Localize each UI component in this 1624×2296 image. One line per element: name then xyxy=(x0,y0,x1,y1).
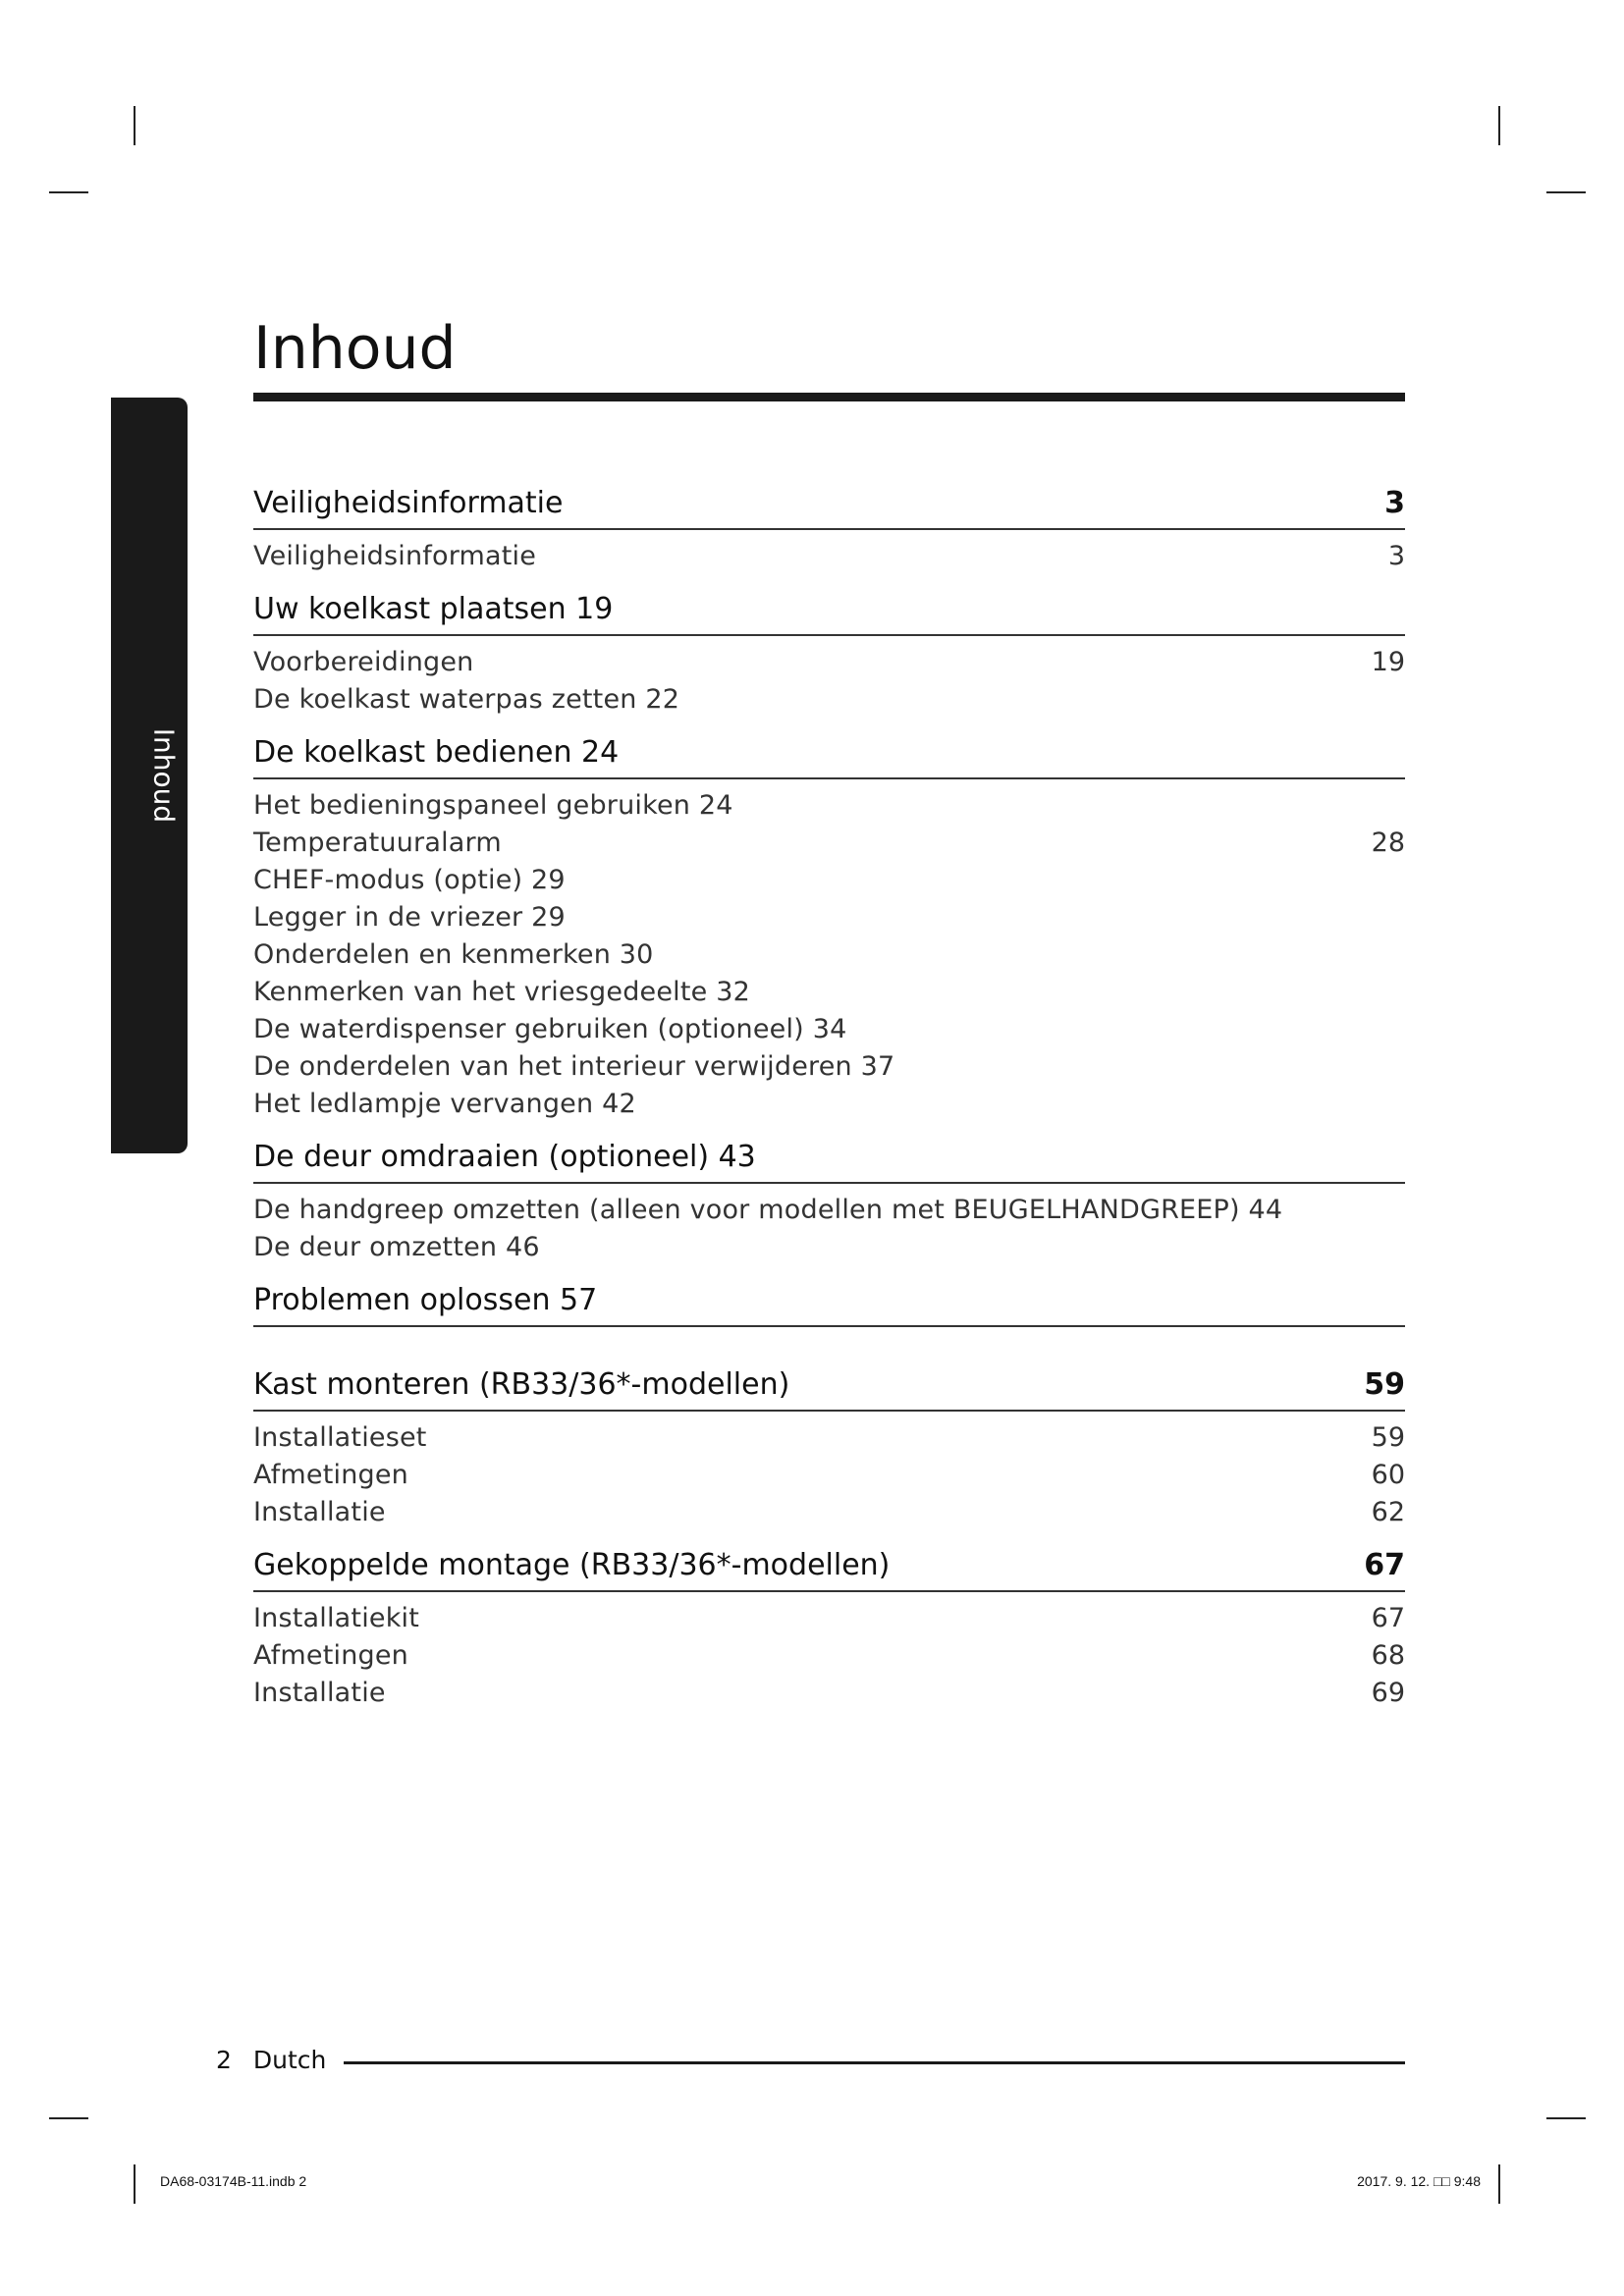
toc-entry-page: 68 xyxy=(1371,1640,1405,1671)
toc-section-heading[interactable] xyxy=(253,1276,1405,1327)
toc-entry-list xyxy=(253,1184,1405,1276)
toc-entry[interactable] xyxy=(253,1419,1405,1457)
toc-section-page: 59 xyxy=(1364,1367,1405,1402)
toc-entry-list xyxy=(253,1592,1405,1722)
toc-entry-title: De deur omzetten 46 xyxy=(253,1232,540,1262)
toc-entry-page: 3 xyxy=(1387,541,1405,571)
toc-entry[interactable] xyxy=(253,681,1405,719)
table-of-contents xyxy=(253,479,1405,1722)
toc-entry[interactable] xyxy=(253,1086,1405,1123)
toc-entry-title: Installatiekit xyxy=(253,1603,420,1633)
crop-mark-bottom-right xyxy=(1498,2164,1500,2204)
toc-section xyxy=(253,1541,1405,1722)
toc-section-heading[interactable] xyxy=(253,585,1405,636)
toc-entry-list xyxy=(253,636,1405,728)
toc-entry[interactable] xyxy=(253,787,1405,825)
crop-mark-top-left-h xyxy=(49,191,88,193)
footer-language: Dutch xyxy=(252,2045,327,2074)
toc-entry-list xyxy=(253,530,1405,585)
toc-section xyxy=(253,479,1405,585)
toc-entry-title: De waterdispenser gebruiken (optioneel) 34 xyxy=(253,1014,847,1044)
side-tab-label: Inhoud xyxy=(147,727,181,824)
toc-entry[interactable] xyxy=(253,1011,1405,1048)
toc-entry[interactable] xyxy=(253,1457,1405,1494)
toc-section-title: De koelkast bedienen 24 xyxy=(253,735,620,770)
toc-entry-title: De handgreep omzetten (alleen voor modellen met BEUGELHANDGREEP) 44 xyxy=(253,1195,1283,1225)
toc-entry[interactable] xyxy=(253,862,1405,899)
toc-entry-title: Kenmerken van het vriesgedeelte 32 xyxy=(253,977,750,1007)
toc-section-heading[interactable] xyxy=(253,1541,1405,1592)
toc-entry-page: 60 xyxy=(1371,1460,1405,1490)
toc-entry-list xyxy=(253,1412,1405,1541)
toc-entry-title: De koelkast waterpas zetten 22 xyxy=(253,684,680,715)
toc-entry-page: 62 xyxy=(1371,1497,1405,1527)
toc-entry[interactable] xyxy=(253,1048,1405,1086)
toc-entry[interactable] xyxy=(253,1637,1405,1675)
toc-section-page: 67 xyxy=(1364,1548,1405,1582)
toc-entry[interactable] xyxy=(253,1192,1405,1229)
toc-entry[interactable] xyxy=(253,538,1405,575)
toc-entry[interactable] xyxy=(253,1229,1405,1266)
toc-entry-title: Veiligheidsinformatie xyxy=(253,541,537,571)
toc-entry[interactable] xyxy=(253,1675,1405,1712)
toc-entry[interactable] xyxy=(253,644,1405,681)
toc-section-title: Gekoppelde montage (RB33/36*-modellen) xyxy=(253,1548,891,1582)
toc-section xyxy=(253,1276,1405,1361)
toc-section-heading[interactable] xyxy=(253,728,1405,779)
toc-entry-title: Installatie xyxy=(253,1497,386,1527)
toc-entry-title: Voorbereidingen xyxy=(253,647,474,677)
footer-rule xyxy=(344,2061,1405,2064)
toc-section-heading[interactable] xyxy=(253,479,1405,530)
toc-entry-title: De onderdelen van het interieur verwijderen 37 xyxy=(253,1051,895,1082)
toc-entry[interactable] xyxy=(253,899,1405,936)
crop-mark-top-right-h xyxy=(1546,191,1586,193)
toc-section-heading[interactable] xyxy=(253,1133,1405,1184)
toc-entry-title: Het ledlampje vervangen 42 xyxy=(253,1089,636,1119)
title-rule xyxy=(253,393,1405,401)
toc-entry[interactable] xyxy=(253,1600,1405,1637)
toc-entry-title: Temperatuuralarm xyxy=(253,828,502,858)
toc-entry-title: Installatie xyxy=(253,1678,386,1708)
toc-entry-title: Onderdelen en kenmerken 30 xyxy=(253,939,654,970)
toc-section xyxy=(253,1361,1405,1541)
toc-section-title: Problemen oplossen 57 xyxy=(253,1283,598,1317)
toc-entry[interactable] xyxy=(253,974,1405,1011)
toc-entry[interactable] xyxy=(253,1494,1405,1531)
toc-section xyxy=(253,728,1405,1133)
toc-entry-title: Installatieset xyxy=(253,1422,427,1453)
toc-entry[interactable] xyxy=(253,936,1405,974)
toc-entry-page: 28 xyxy=(1371,828,1405,858)
toc-section xyxy=(253,585,1405,728)
toc-entry-page: 67 xyxy=(1371,1603,1405,1633)
crop-mark-bottom-left-h xyxy=(49,2117,88,2119)
toc-entry-title: Het bedieningspaneel gebruiken 24 xyxy=(253,790,733,821)
toc-entry-page: 19 xyxy=(1371,647,1405,677)
toc-entry-title: Afmetingen xyxy=(253,1640,408,1671)
crop-mark-top-left xyxy=(134,106,135,145)
toc-entry-title: CHEF-modus (optie) 29 xyxy=(253,865,566,895)
crop-mark-bottom-left xyxy=(134,2164,135,2204)
toc-section-title: Kast monteren (RB33/36*-modellen) xyxy=(253,1367,790,1402)
page-title: Inhoud xyxy=(253,314,457,383)
crop-mark-bottom-right-h xyxy=(1546,2117,1586,2119)
toc-section-title: Veiligheidsinformatie xyxy=(253,486,564,520)
crop-mark-top-right xyxy=(1498,106,1500,145)
toc-section-heading[interactable] xyxy=(253,1361,1405,1412)
toc-entry-list xyxy=(253,779,1405,1133)
toc-entry[interactable] xyxy=(253,825,1405,862)
page-number: 2 xyxy=(216,2045,232,2074)
page-footer xyxy=(216,2042,1405,2077)
print-timestamp: 2017. 9. 12. □□ 9:48 xyxy=(1357,2173,1481,2189)
toc-section xyxy=(253,1133,1405,1276)
print-file-info: DA68-03174B-11.indb 2 xyxy=(160,2173,307,2189)
toc-entry-title: Legger in de vriezer 29 xyxy=(253,902,566,933)
toc-section-title: De deur omdraaien (optioneel) 43 xyxy=(253,1140,756,1174)
toc-entry-list xyxy=(253,1327,1405,1361)
toc-entry-page: 59 xyxy=(1371,1422,1405,1453)
toc-section-page: 3 xyxy=(1384,486,1405,520)
toc-entry-page: 69 xyxy=(1371,1678,1405,1708)
toc-section-title: Uw koelkast plaatsen 19 xyxy=(253,592,614,626)
toc-entry-title: Afmetingen xyxy=(253,1460,408,1490)
